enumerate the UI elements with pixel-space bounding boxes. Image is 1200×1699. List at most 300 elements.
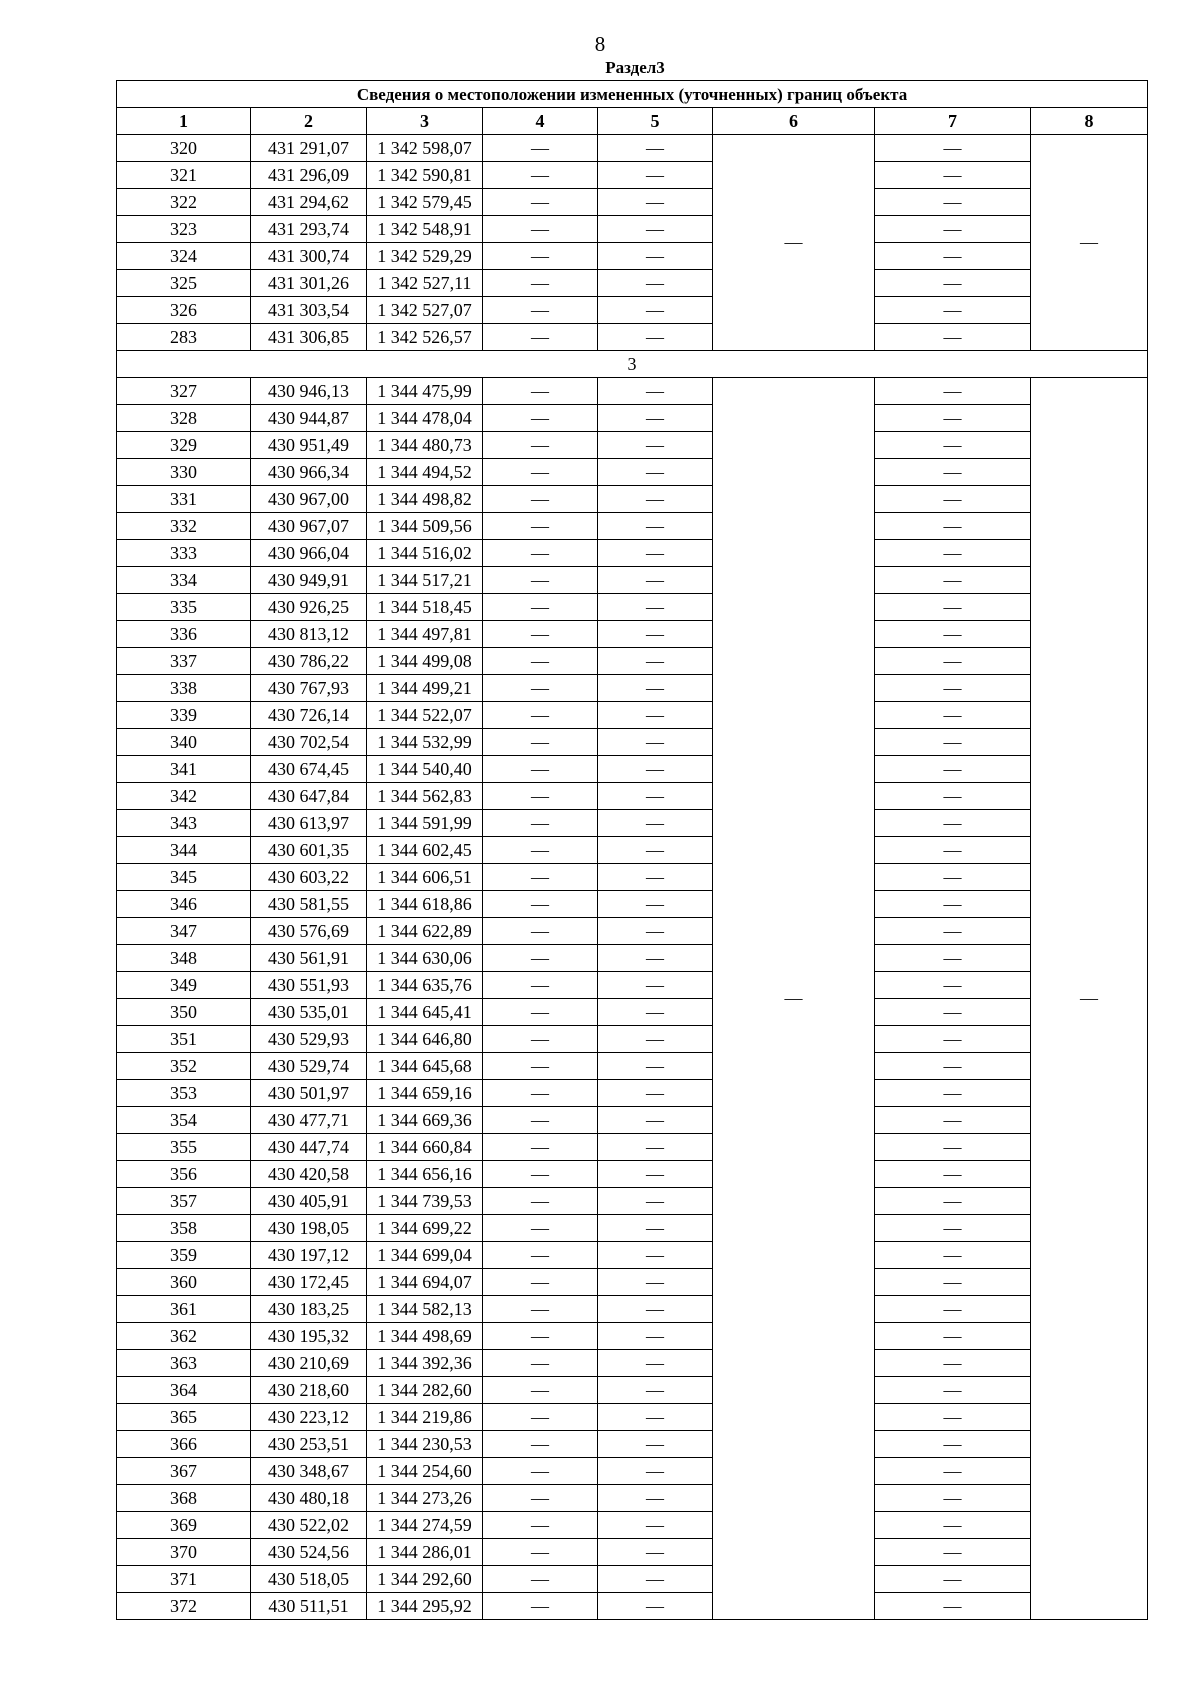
coordinate-x-cell: 430 529,93 <box>251 1026 367 1053</box>
coordinate-x-cell: 430 210,69 <box>251 1350 367 1377</box>
point-number-cell: 331 <box>117 486 251 513</box>
column-4-cell: — <box>483 945 598 972</box>
column-7-cell: — <box>875 621 1031 648</box>
coordinate-y-cell: 1 342 527,11 <box>367 270 483 297</box>
column-4-cell: — <box>483 810 598 837</box>
column-4-cell: — <box>483 621 598 648</box>
column-5-cell: — <box>598 1404 713 1431</box>
column-7-cell: — <box>875 972 1031 999</box>
coordinate-x-cell: 430 535,01 <box>251 999 367 1026</box>
column-7-cell: — <box>875 1296 1031 1323</box>
column-4-cell: — <box>483 729 598 756</box>
coordinate-x-cell: 430 195,32 <box>251 1323 367 1350</box>
column-4-cell: — <box>483 783 598 810</box>
point-number-cell: 332 <box>117 513 251 540</box>
point-number-cell: 360 <box>117 1269 251 1296</box>
coordinate-y-cell: 1 342 527,07 <box>367 297 483 324</box>
point-number-cell: 337 <box>117 648 251 675</box>
column-4-cell: — <box>483 1485 598 1512</box>
column-5-cell: — <box>598 1593 713 1620</box>
column-5-cell: — <box>598 1215 713 1242</box>
coordinate-x-cell: 430 601,35 <box>251 837 367 864</box>
column-4-cell: — <box>483 675 598 702</box>
column-4-cell: — <box>483 378 598 405</box>
point-number-cell: 349 <box>117 972 251 999</box>
point-number-cell: 322 <box>117 189 251 216</box>
column-header: 8 <box>1031 108 1148 135</box>
table-row <box>117 567 1148 594</box>
table-row <box>117 1323 1148 1350</box>
coordinate-y-cell: 1 342 548,91 <box>367 216 483 243</box>
coordinate-x-cell: 430 949,91 <box>251 567 367 594</box>
table-row <box>117 1350 1148 1377</box>
coordinate-y-cell: 1 344 602,45 <box>367 837 483 864</box>
column-4-cell: — <box>483 1269 598 1296</box>
column-4-cell: — <box>483 513 598 540</box>
column-7-cell: — <box>875 756 1031 783</box>
column-header: 5 <box>598 108 713 135</box>
coordinate-y-cell: 1 344 618,86 <box>367 891 483 918</box>
point-number-cell: 366 <box>117 1431 251 1458</box>
table-caption: Сведения о местоположении измененных (уточненных) границ объекта <box>117 81 1148 108</box>
table-row <box>117 1188 1148 1215</box>
column-7-cell: — <box>875 486 1031 513</box>
column-5-cell: — <box>598 621 713 648</box>
column-4-cell: — <box>483 702 598 729</box>
point-number-cell: 364 <box>117 1377 251 1404</box>
table-row <box>117 1593 1148 1620</box>
column-7-cell: — <box>875 1188 1031 1215</box>
table-row <box>117 864 1148 891</box>
table-row <box>117 1053 1148 1080</box>
column-4-cell: — <box>483 1539 598 1566</box>
coordinate-x-cell: 430 674,45 <box>251 756 367 783</box>
column-7-cell: — <box>875 1053 1031 1080</box>
table-row <box>117 513 1148 540</box>
coordinate-y-cell: 1 344 659,16 <box>367 1080 483 1107</box>
point-number-cell: 353 <box>117 1080 251 1107</box>
table-row <box>117 756 1148 783</box>
column-8-cell: — <box>1031 378 1148 1620</box>
coordinate-x-cell: 430 944,87 <box>251 405 367 432</box>
table-row <box>117 297 1148 324</box>
column-5-cell: — <box>598 513 713 540</box>
point-number-cell: 362 <box>117 1323 251 1350</box>
column-5-cell: — <box>598 1539 713 1566</box>
coordinates-table <box>116 80 1148 1620</box>
coordinate-x-cell: 430 501,97 <box>251 1080 367 1107</box>
table-row <box>117 621 1148 648</box>
table-row <box>117 972 1148 999</box>
point-number-cell: 327 <box>117 378 251 405</box>
column-4-cell: — <box>483 864 598 891</box>
column-4-cell: — <box>483 216 598 243</box>
coordinate-y-cell: 1 344 646,80 <box>367 1026 483 1053</box>
table-row <box>117 810 1148 837</box>
column-4-cell: — <box>483 1107 598 1134</box>
coordinate-y-cell: 1 344 295,92 <box>367 1593 483 1620</box>
coordinate-x-cell: 430 966,34 <box>251 459 367 486</box>
point-number-cell: 345 <box>117 864 251 891</box>
coordinate-x-cell: 430 926,25 <box>251 594 367 621</box>
column-4-cell: — <box>483 1458 598 1485</box>
coordinate-x-cell: 430 603,22 <box>251 864 367 891</box>
column-5-cell: — <box>598 1107 713 1134</box>
coordinate-x-cell: 430 172,45 <box>251 1269 367 1296</box>
column-4-cell: — <box>483 972 598 999</box>
table-row <box>117 1269 1148 1296</box>
column-header: 2 <box>251 108 367 135</box>
coordinate-y-cell: 1 344 562,83 <box>367 783 483 810</box>
column-7-cell: — <box>875 1539 1031 1566</box>
coordinate-y-cell: 1 344 606,51 <box>367 864 483 891</box>
column-7-cell: — <box>875 729 1031 756</box>
column-5-cell: — <box>598 594 713 621</box>
column-header: 7 <box>875 108 1031 135</box>
table-body <box>117 135 1148 1620</box>
column-header: 1 <box>117 108 251 135</box>
coordinate-y-cell: 1 344 582,13 <box>367 1296 483 1323</box>
column-5-cell: — <box>598 783 713 810</box>
point-number-cell: 334 <box>117 567 251 594</box>
column-7-cell: — <box>875 1512 1031 1539</box>
column-4-cell: — <box>483 1053 598 1080</box>
coordinate-x-cell: 430 480,18 <box>251 1485 367 1512</box>
point-number-cell: 323 <box>117 216 251 243</box>
point-number-cell: 328 <box>117 405 251 432</box>
table-row <box>117 405 1148 432</box>
point-number-cell: 357 <box>117 1188 251 1215</box>
column-7-cell: — <box>875 675 1031 702</box>
table-row <box>117 1566 1148 1593</box>
group-label-row <box>117 351 1148 378</box>
column-5-cell: — <box>598 540 713 567</box>
column-5-cell: — <box>598 837 713 864</box>
column-7-cell: — <box>875 216 1031 243</box>
column-5-cell: — <box>598 1269 713 1296</box>
column-5-cell: — <box>598 135 713 162</box>
point-number-cell: 355 <box>117 1134 251 1161</box>
point-number-cell: 341 <box>117 756 251 783</box>
coordinate-y-cell: 1 344 475,99 <box>367 378 483 405</box>
coordinate-x-cell: 430 946,13 <box>251 378 367 405</box>
column-5-cell: — <box>598 1242 713 1269</box>
coordinate-y-cell: 1 344 282,60 <box>367 1377 483 1404</box>
point-number-cell: 283 <box>117 324 251 351</box>
point-number-cell: 339 <box>117 702 251 729</box>
table-row <box>117 702 1148 729</box>
column-7-cell: — <box>875 1458 1031 1485</box>
coordinate-y-cell: 1 344 254,60 <box>367 1458 483 1485</box>
table-row <box>117 1539 1148 1566</box>
coordinate-x-cell: 430 786,22 <box>251 648 367 675</box>
point-number-cell: 365 <box>117 1404 251 1431</box>
point-number-cell: 343 <box>117 810 251 837</box>
coordinate-y-cell: 1 344 286,01 <box>367 1539 483 1566</box>
column-5-cell: — <box>598 378 713 405</box>
coordinate-y-cell: 1 344 699,04 <box>367 1242 483 1269</box>
table-row <box>117 1161 1148 1188</box>
table-row <box>117 378 1148 405</box>
coordinate-y-cell: 1 344 635,76 <box>367 972 483 999</box>
column-5-cell: — <box>598 486 713 513</box>
point-number-cell: 329 <box>117 432 251 459</box>
coordinate-y-cell: 1 342 579,45 <box>367 189 483 216</box>
coordinate-y-cell: 1 344 498,82 <box>367 486 483 513</box>
column-7-cell: — <box>875 1161 1031 1188</box>
column-7-cell: — <box>875 1350 1031 1377</box>
column-7-cell: — <box>875 324 1031 351</box>
column-4-cell: — <box>483 1296 598 1323</box>
coordinate-y-cell: 1 344 622,89 <box>367 918 483 945</box>
coordinate-x-cell: 430 524,56 <box>251 1539 367 1566</box>
coordinate-x-cell: 430 967,00 <box>251 486 367 513</box>
table-row <box>117 945 1148 972</box>
coordinate-x-cell: 430 447,74 <box>251 1134 367 1161</box>
point-number-cell: 354 <box>117 1107 251 1134</box>
column-4-cell: — <box>483 1134 598 1161</box>
column-7-cell: — <box>875 540 1031 567</box>
column-4-cell: — <box>483 594 598 621</box>
column-7-cell: — <box>875 1026 1031 1053</box>
column-4-cell: — <box>483 324 598 351</box>
column-5-cell: — <box>598 459 713 486</box>
coordinate-x-cell: 431 301,26 <box>251 270 367 297</box>
column-header-row <box>117 108 1148 135</box>
column-5-cell: — <box>598 1296 713 1323</box>
column-7-cell: — <box>875 135 1031 162</box>
coordinate-y-cell: 1 344 591,99 <box>367 810 483 837</box>
coordinate-y-cell: 1 342 590,81 <box>367 162 483 189</box>
coordinate-y-cell: 1 344 517,21 <box>367 567 483 594</box>
table-row <box>117 729 1148 756</box>
coordinate-y-cell: 1 344 518,45 <box>367 594 483 621</box>
group-label: 3 <box>117 351 1148 378</box>
column-6-cell: — <box>713 378 875 1620</box>
page-number: 8 <box>594 32 606 56</box>
section-title: Раздел3 <box>605 58 665 77</box>
column-7-cell: — <box>875 270 1031 297</box>
table-row <box>117 1431 1148 1458</box>
table-row <box>117 459 1148 486</box>
point-number-cell: 368 <box>117 1485 251 1512</box>
table-row <box>117 1512 1148 1539</box>
coordinate-y-cell: 1 344 494,52 <box>367 459 483 486</box>
column-7-cell: — <box>875 1404 1031 1431</box>
table-row <box>117 999 1148 1026</box>
column-4-cell: — <box>483 486 598 513</box>
coordinate-y-cell: 1 344 699,22 <box>367 1215 483 1242</box>
column-4-cell: — <box>483 756 598 783</box>
table-row <box>117 594 1148 621</box>
point-number-cell: 324 <box>117 243 251 270</box>
coordinate-y-cell: 1 344 392,36 <box>367 1350 483 1377</box>
column-4-cell: — <box>483 1188 598 1215</box>
point-number-cell: 348 <box>117 945 251 972</box>
coordinate-x-cell: 430 348,67 <box>251 1458 367 1485</box>
coordinate-x-cell: 430 518,05 <box>251 1566 367 1593</box>
column-6-cell: — <box>713 135 875 351</box>
coordinate-x-cell: 431 303,54 <box>251 297 367 324</box>
table-row <box>117 918 1148 945</box>
column-header: 3 <box>367 108 483 135</box>
table-row <box>117 324 1148 351</box>
coordinate-x-cell: 430 477,71 <box>251 1107 367 1134</box>
column-4-cell: — <box>483 1512 598 1539</box>
point-number-cell: 320 <box>117 135 251 162</box>
column-7-cell: — <box>875 783 1031 810</box>
column-4-cell: — <box>483 837 598 864</box>
column-7-cell: — <box>875 1485 1031 1512</box>
coordinate-y-cell: 1 344 694,07 <box>367 1269 483 1296</box>
column-4-cell: — <box>483 1080 598 1107</box>
column-7-cell: — <box>875 945 1031 972</box>
coordinate-y-cell: 1 342 598,07 <box>367 135 483 162</box>
column-7-cell: — <box>875 594 1031 621</box>
column-7-cell: — <box>875 1431 1031 1458</box>
point-number-cell: 370 <box>117 1539 251 1566</box>
column-5-cell: — <box>598 891 713 918</box>
column-4-cell: — <box>483 1593 598 1620</box>
coordinate-x-cell: 430 511,51 <box>251 1593 367 1620</box>
point-number-cell: 356 <box>117 1161 251 1188</box>
column-5-cell: — <box>598 297 713 324</box>
column-5-cell: — <box>598 189 713 216</box>
table-row <box>117 162 1148 189</box>
column-5-cell: — <box>598 1053 713 1080</box>
coordinate-x-cell: 430 183,25 <box>251 1296 367 1323</box>
point-number-cell: 344 <box>117 837 251 864</box>
column-5-cell: — <box>598 567 713 594</box>
coordinate-y-cell: 1 344 509,56 <box>367 513 483 540</box>
column-5-cell: — <box>598 999 713 1026</box>
coordinate-x-cell: 430 726,14 <box>251 702 367 729</box>
column-5-cell: — <box>598 864 713 891</box>
coordinate-x-cell: 430 522,02 <box>251 1512 367 1539</box>
column-5-cell: — <box>598 648 713 675</box>
coordinate-x-cell: 430 767,93 <box>251 675 367 702</box>
point-number-cell: 358 <box>117 1215 251 1242</box>
column-5-cell: — <box>598 162 713 189</box>
coordinate-y-cell: 1 344 660,84 <box>367 1134 483 1161</box>
column-7-cell: — <box>875 189 1031 216</box>
table-row <box>117 837 1148 864</box>
table-row <box>117 1026 1148 1053</box>
column-5-cell: — <box>598 810 713 837</box>
point-number-cell: 359 <box>117 1242 251 1269</box>
point-number-cell: 347 <box>117 918 251 945</box>
point-number-cell: 372 <box>117 1593 251 1620</box>
column-5-cell: — <box>598 1485 713 1512</box>
coordinate-y-cell: 1 344 480,73 <box>367 432 483 459</box>
table-row <box>117 1404 1148 1431</box>
column-5-cell: — <box>598 1512 713 1539</box>
table-row <box>117 1134 1148 1161</box>
column-4-cell: — <box>483 1026 598 1053</box>
point-number-cell: 336 <box>117 621 251 648</box>
table-row <box>117 891 1148 918</box>
table-row <box>117 1080 1148 1107</box>
column-4-cell: — <box>483 162 598 189</box>
column-5-cell: — <box>598 1323 713 1350</box>
column-7-cell: — <box>875 432 1031 459</box>
column-5-cell: — <box>598 216 713 243</box>
table-row <box>117 648 1148 675</box>
column-4-cell: — <box>483 648 598 675</box>
table-row <box>117 432 1148 459</box>
coordinate-y-cell: 1 344 274,59 <box>367 1512 483 1539</box>
column-7-cell: — <box>875 162 1031 189</box>
coordinate-x-cell: 430 218,60 <box>251 1377 367 1404</box>
column-7-cell: — <box>875 243 1031 270</box>
column-7-cell: — <box>875 1323 1031 1350</box>
point-number-cell: 330 <box>117 459 251 486</box>
column-4-cell: — <box>483 1161 598 1188</box>
coordinate-x-cell: 431 294,62 <box>251 189 367 216</box>
table-row <box>117 135 1148 162</box>
column-4-cell: — <box>483 1431 598 1458</box>
table-row <box>117 1242 1148 1269</box>
table-row <box>117 1296 1148 1323</box>
coordinate-x-cell: 430 551,93 <box>251 972 367 999</box>
column-5-cell: — <box>598 1431 713 1458</box>
column-5-cell: — <box>598 1377 713 1404</box>
coordinate-x-cell: 430 576,69 <box>251 918 367 945</box>
column-4-cell: — <box>483 432 598 459</box>
column-4-cell: — <box>483 1404 598 1431</box>
coordinate-x-cell: 430 561,91 <box>251 945 367 972</box>
column-4-cell: — <box>483 918 598 945</box>
coordinate-x-cell: 430 581,55 <box>251 891 367 918</box>
column-7-cell: — <box>875 378 1031 405</box>
column-5-cell: — <box>598 702 713 729</box>
table-row <box>117 1485 1148 1512</box>
coordinate-y-cell: 1 344 219,86 <box>367 1404 483 1431</box>
column-7-cell: — <box>875 837 1031 864</box>
coordinate-y-cell: 1 342 526,57 <box>367 324 483 351</box>
coordinate-x-cell: 430 966,04 <box>251 540 367 567</box>
table-row <box>117 270 1148 297</box>
coordinate-x-cell: 430 613,97 <box>251 810 367 837</box>
coordinate-y-cell: 1 344 292,60 <box>367 1566 483 1593</box>
column-5-cell: — <box>598 1080 713 1107</box>
column-7-cell: — <box>875 1080 1031 1107</box>
column-7-cell: — <box>875 864 1031 891</box>
table-row <box>117 486 1148 513</box>
table-row <box>117 1215 1148 1242</box>
coordinate-x-cell: 430 813,12 <box>251 621 367 648</box>
coordinate-x-cell: 430 647,84 <box>251 783 367 810</box>
column-7-cell: — <box>875 891 1031 918</box>
coordinate-x-cell: 430 405,91 <box>251 1188 367 1215</box>
coordinate-x-cell: 430 702,54 <box>251 729 367 756</box>
coordinate-y-cell: 1 344 497,81 <box>367 621 483 648</box>
column-4-cell: — <box>483 1323 598 1350</box>
table-row <box>117 243 1148 270</box>
point-number-cell: 342 <box>117 783 251 810</box>
point-number-cell: 325 <box>117 270 251 297</box>
point-number-cell: 326 <box>117 297 251 324</box>
table-row <box>117 1107 1148 1134</box>
coordinate-x-cell: 430 197,12 <box>251 1242 367 1269</box>
column-8-cell: — <box>1031 135 1148 351</box>
column-4-cell: — <box>483 135 598 162</box>
column-7-cell: — <box>875 567 1031 594</box>
coordinate-x-cell: 430 967,07 <box>251 513 367 540</box>
column-5-cell: — <box>598 729 713 756</box>
coordinate-x-cell: 431 306,85 <box>251 324 367 351</box>
table-row <box>117 216 1148 243</box>
